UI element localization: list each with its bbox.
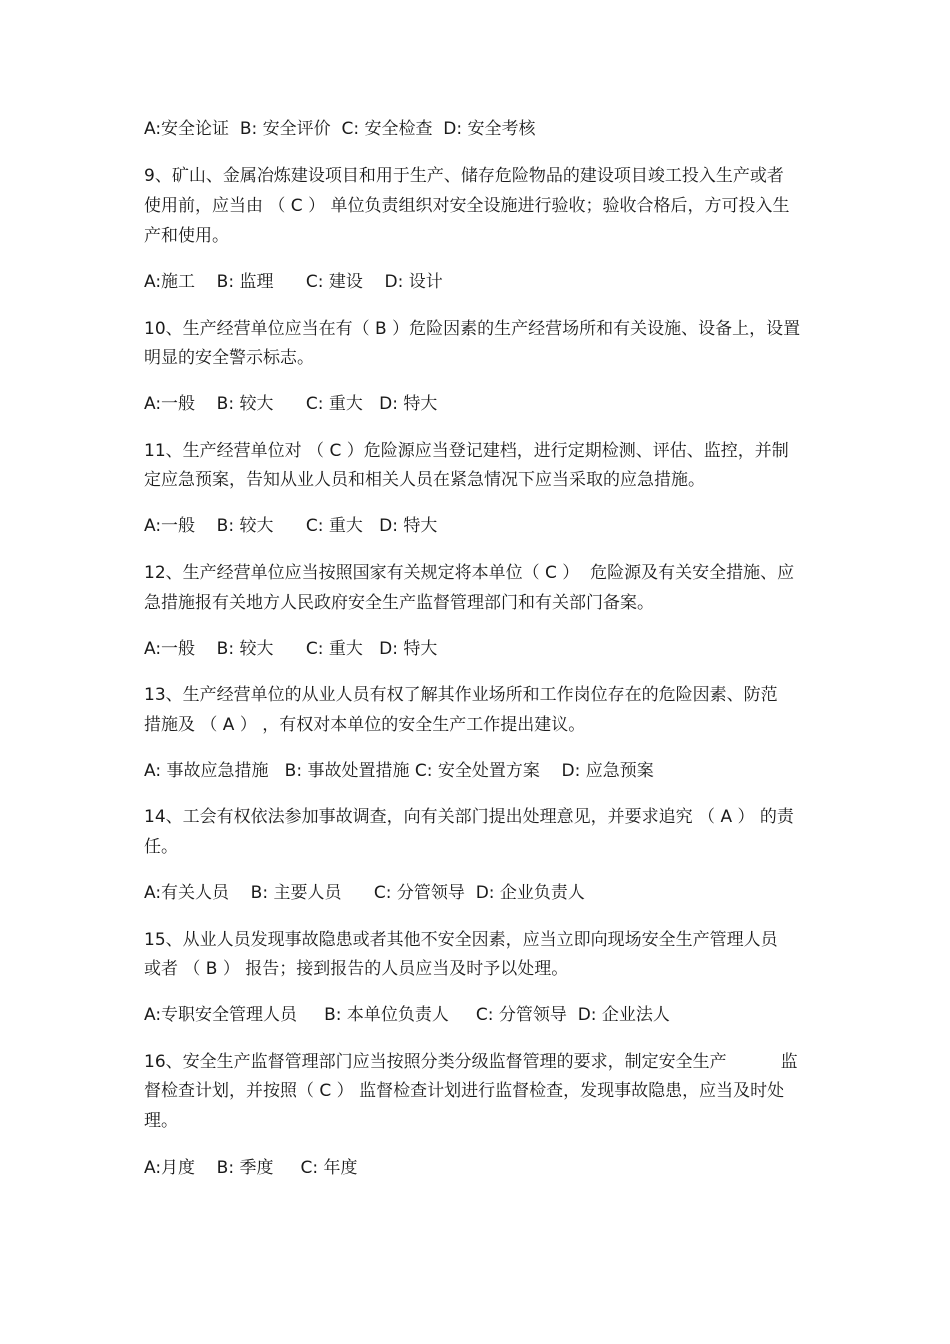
question-14-options: A:有关人员 B: 主要人员 C: 分管领导 D: 企业负责人 (144, 883, 585, 903)
question-12-line-2: 急措施报有关地方人民政府安全生产监督管理部门和有关部门备案。 (144, 593, 654, 613)
question-9-options: A:施工 B: 监理 C: 建设 D: 设计 (144, 272, 443, 292)
answer-options-line: A:安全论证 B: 安全评价 C: 安全检查 D: 安全考核 (144, 119, 536, 139)
question-16-line-3: 理。 (144, 1111, 178, 1131)
question-13-line-2: 措施及 （ A ） ，有权对本单位的安全生产工作提出建议。 (144, 715, 586, 735)
question-12-line-1: 12、生产经营单位应当按照国家有关规定将本单位（ C ） 危险源及有关安全措施、应 (144, 563, 795, 583)
question-14-line-2: 任。 (144, 837, 178, 857)
question-11-line-1: 11、生产经营单位对 （ C ）危险源应当登记建档，进行定期检测、评估、监控，并制 (144, 441, 789, 461)
question-11-options: A:一般 B: 较大 C: 重大 D: 特大 (144, 516, 438, 536)
question-10-line-1: 10、生产经营单位应当在有（ B ）危险因素的生产经营场所和有关设施、设备上，设置 (144, 319, 801, 339)
question-16-options: A:月度 B: 季度 C: 年度 (144, 1158, 358, 1178)
question-9-line-2: 使用前，应当由 （ C ） 单位负责组织对安全设施进行验收；验收合格后，方可投入生 (144, 196, 790, 216)
question-15-options: A:专职安全管理人员 B: 本单位负责人 C: 分管领导 D: 企业法人 (144, 1005, 670, 1025)
question-14-line-1: 14、工会有权依法参加事故调查，向有关部门提出处理意见，并要求追究 （ A ） 的责 (144, 807, 794, 827)
question-9-line-3: 产和使用。 (144, 226, 229, 246)
question-15-line-1: 15、从业人员发现事故隐患或者其他不安全因素，应当立即向现场安全生产管理人员 (144, 930, 778, 950)
question-13-line-1: 13、生产经营单位的从业人员有权了解其作业场所和工作岗位存在的危险因素、防范 (144, 685, 778, 705)
question-12-options: A:一般 B: 较大 C: 重大 D: 特大 (144, 639, 438, 659)
question-10-line-2: 明显的安全警示标志。 (144, 348, 314, 368)
question-11-line-2: 定应急预案，告知从业人员和相关人员在紧急情况下应当采取的应急措施。 (144, 470, 705, 490)
question-13-options: A: 事故应急措施 B: 事故处置措施 C: 安全处置方案 D: 应急预案 (144, 761, 654, 781)
question-16-line-2: 督检查计划，并按照（ C ） 监督检查计划进行监督检查，发现事故隐患，应当及时处 (144, 1081, 785, 1101)
question-15-line-2: 或者 （ B ） 报告；接到报告的人员应当及时予以处理。 (144, 959, 569, 979)
question-16-line-1: 16、安全生产监督管理部门应当按照分类分级监督管理的要求，制定安全生产 监 (144, 1052, 798, 1072)
question-9-line-1: 9、矿山、金属冶炼建设项目和用于生产、储存危险物品的建设项目竣工投入生产或者 (144, 166, 784, 186)
question-10-options: A:一般 B: 较大 C: 重大 D: 特大 (144, 394, 438, 414)
